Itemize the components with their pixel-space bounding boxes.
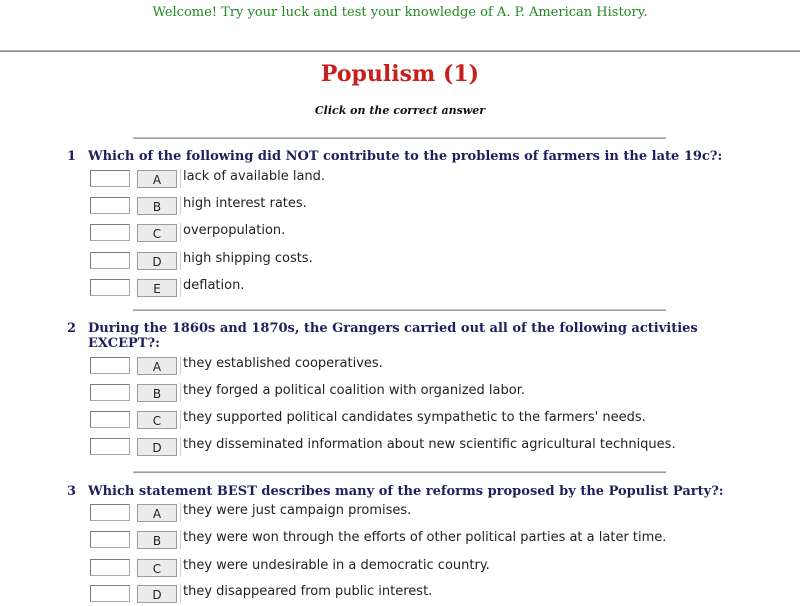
option-divider <box>180 196 181 215</box>
answer-text: they were just campaign promises. <box>183 503 412 518</box>
option-divider <box>180 356 181 375</box>
option-divider <box>180 584 181 603</box>
answer-text: they disappeared from public interest. <box>183 584 433 599</box>
answer-text: deflation. <box>183 278 245 293</box>
answer-button-a[interactable]: A <box>137 170 177 188</box>
option-divider <box>180 251 181 270</box>
answer-text: they forged a political coalition with organized labor. <box>183 383 525 398</box>
question-separator <box>133 309 666 311</box>
answer-feedback-box <box>90 224 130 241</box>
answer-feedback-box <box>90 411 130 428</box>
answer-button-d[interactable]: D <box>137 252 177 270</box>
question-text: Which statement BEST describes many of the reforms proposed by the Populist Party?: <box>88 484 724 499</box>
answer-option <box>0 251 800 273</box>
answer-text: high shipping costs. <box>183 251 313 266</box>
answer-feedback-box <box>90 252 130 269</box>
answer-feedback-box <box>90 438 130 455</box>
page-title: Populism (1) <box>320 61 480 87</box>
answer-text: overpopulation. <box>183 223 286 238</box>
answer-text: they were undesirable in a democratic country. <box>183 558 490 573</box>
answer-option <box>0 410 800 432</box>
option-divider <box>180 410 181 429</box>
option-divider <box>180 383 181 402</box>
answer-option <box>0 437 800 459</box>
question-text: Which of the following did NOT contribute to the problems of farmers in the late 19c?: <box>88 149 723 164</box>
option-divider <box>180 437 181 456</box>
question-separator <box>133 471 666 473</box>
welcome-message: Welcome! Try your luck and test your knowledge of A. P. American History. <box>152 5 648 20</box>
answer-feedback-box <box>90 585 130 602</box>
answer-feedback-box <box>90 531 130 548</box>
answer-option <box>0 356 800 378</box>
answer-option <box>0 503 800 525</box>
answer-text: they disseminated information about new scientific agricultural techniques. <box>183 437 676 452</box>
answer-text: lack of available land. <box>183 169 326 184</box>
answer-option <box>0 530 800 552</box>
top-divider <box>0 50 800 52</box>
answer-text: high interest rates. <box>183 196 307 211</box>
answer-feedback-box <box>90 357 130 374</box>
question-number: 1 <box>67 149 77 164</box>
option-divider <box>180 278 181 297</box>
answer-button-b[interactable]: B <box>137 197 177 215</box>
answer-feedback-box <box>90 384 130 401</box>
answer-option <box>0 278 800 300</box>
option-divider <box>180 503 181 522</box>
answer-button-d[interactable]: D <box>137 438 177 456</box>
answer-button-e[interactable]: E <box>137 279 177 297</box>
answer-button-c[interactable]: C <box>137 559 177 577</box>
answer-button-c[interactable]: C <box>137 411 177 429</box>
answer-text: they established cooperatives. <box>183 356 383 371</box>
answer-button-b[interactable]: B <box>137 384 177 402</box>
option-divider <box>180 223 181 242</box>
option-divider <box>180 558 181 577</box>
answer-feedback-box <box>90 504 130 521</box>
answer-option <box>0 196 800 218</box>
answer-button-b[interactable]: B <box>137 531 177 549</box>
answer-text: they supported political candidates sympathetic to the farmers' needs. <box>183 410 646 425</box>
answer-button-a[interactable]: A <box>137 504 177 522</box>
answer-feedback-box <box>90 197 130 214</box>
question-text: During the 1860s and 1870s, the Grangers carried out all of the following activities EXCEPT?: <box>88 321 698 351</box>
answer-button-c[interactable]: C <box>137 224 177 242</box>
option-divider <box>180 169 181 188</box>
answer-feedback-box <box>90 170 130 187</box>
answer-text: they were won through the efforts of other political parties at a later time. <box>183 530 667 545</box>
question-number: 3 <box>67 484 77 499</box>
instruction-text: Click on the correct answer <box>314 104 486 117</box>
option-divider <box>180 530 181 549</box>
answer-option <box>0 584 800 606</box>
answer-feedback-box <box>90 279 130 296</box>
answer-option <box>0 558 800 580</box>
answer-button-d[interactable]: D <box>137 585 177 603</box>
question-separator <box>133 137 666 139</box>
question-number: 2 <box>67 321 77 336</box>
answer-button-a[interactable]: A <box>137 357 177 375</box>
answer-option <box>0 223 800 245</box>
answer-option <box>0 383 800 405</box>
answer-option <box>0 169 800 191</box>
answer-feedback-box <box>90 559 130 576</box>
